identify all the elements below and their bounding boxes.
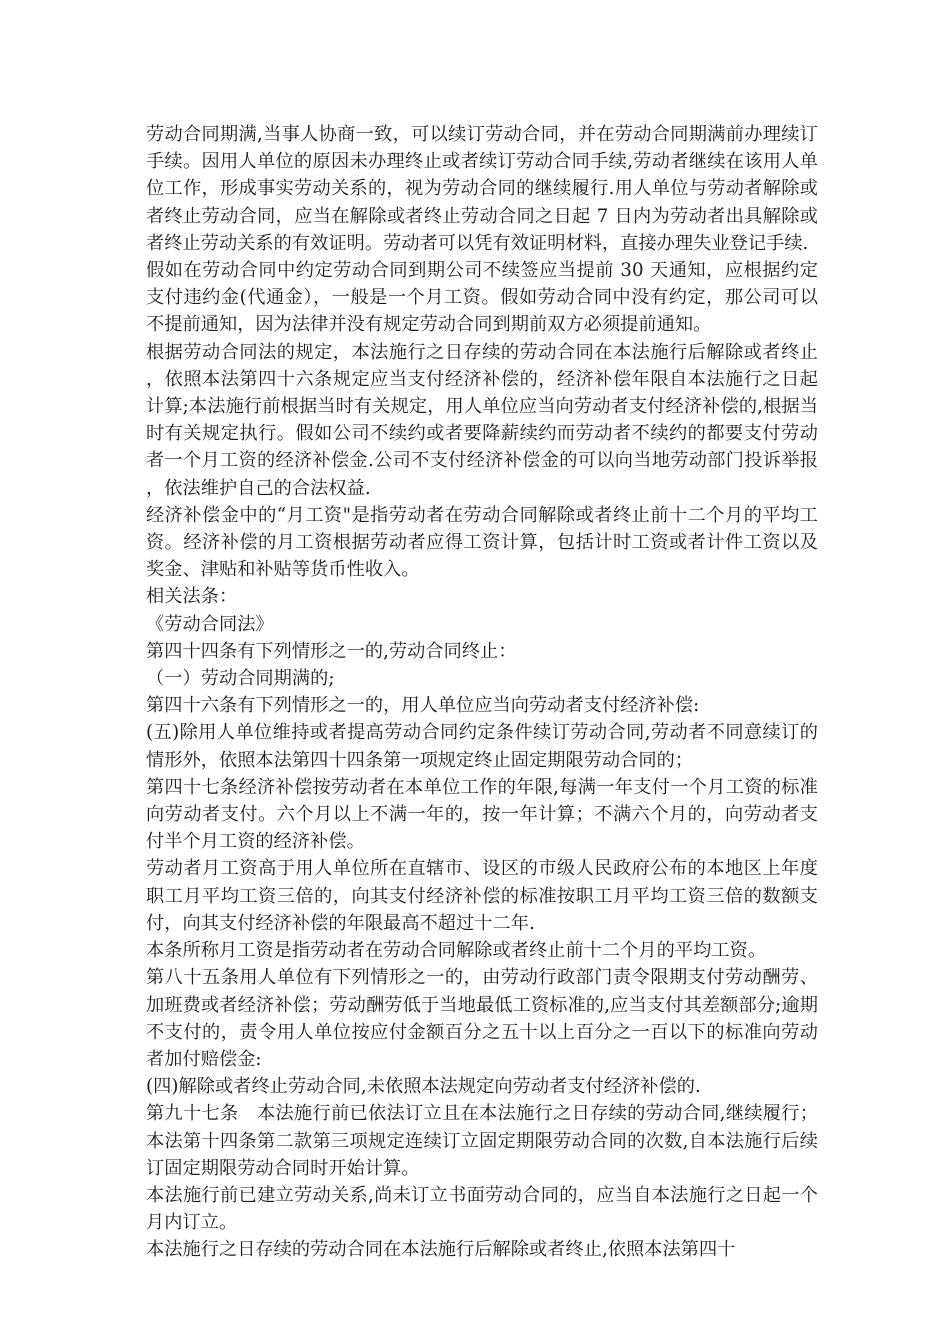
paragraph-article-85: 第八十五条用人单位有下列情形之一的，由劳动行政部门责令限期支付劳动酬劳、加班费或者经济补偿；劳动酬劳低于当地最低工资标准的,应当支付其差额部分;逾期不支付的，责令用人单位按应付金额百分之五十以上百分之一百以下的标准向劳动者加付赔偿金: (146, 967, 818, 1070)
paragraph-monthly-wage-definition: 经济补偿金中的“月工资"是指劳动者在劳动合同解除或者终止前十二个月的平均工资。经济补偿的月工资根据劳动者应得工资计算，包括计时工资或者计件工资以及奖金、津贴和补贴等货币性收入。 (146, 504, 818, 581)
paragraph-article-46-item-5: (五)除用人单位维持或者提高劳动合同约定条件续订劳动合同,劳动者不同意续订的情形外，依照本法第四十四条第一项规定终止固定期限劳动合同的； (146, 722, 818, 771)
paragraph-article-47-cap: 劳动者月工资高于用人单位所在直辖市、设区的市级人民政府公布的本地区上年度职工月平均工资三倍的，向其支付经济补偿的标准按职工月平均工资三倍的数额支付，向其支付经济补偿的年限最高不超过十二年. (146, 858, 818, 934)
paragraph-article-46: 第四十六条有下列情形之一的，用人单位应当向劳动者支付经济补偿: (146, 695, 700, 717)
paragraph-renewal-procedure: 劳动合同期满,当事人协商一致，可以续订劳动合同，并在劳动合同期满前办理续订手续。因用人单位的原因未办理终止或者续订劳动合同手续,劳动者继续在该用人单位工作，形成事实劳动关系的，视为劳动合同的继续履行.用人单位与劳动者解除或者终止劳动合同，应当在解除或者终止劳动合同之日起 7 日内为劳动者出具解除或者终止劳动关系的有效证明。劳动者可以凭有效证明材料，直接办理失业登记手续. (146, 124, 818, 254)
paragraph-article-44-item-1: （一）劳动合同期满的; (146, 668, 335, 690)
paragraph-article-85-item-4: (四)解除或者终止劳动合同,未依照本法规定向劳动者支付经济补偿的. (146, 1076, 701, 1098)
paragraph-related-laws-heading: 相关法条： (146, 586, 238, 608)
paragraph-advance-notice: 假如在劳动合同中约定劳动合同到期公司不续签应当提前 30 天通知，应根据约定支付违约金(代通金），一般是一个月工资。假如劳动合同中没有约定，那公司可以不提前通知，因为法律并没有规定劳动合同到期前双方必须提前通知。 (146, 260, 818, 336)
paragraph-compensation-rules: 根据劳动合同法的规定，本法施行之日存续的劳动合同在本法施行后解除或者终止，依照本法第四十六条规定应当支付经济补偿的，经济补偿年限自本法施行之日起计算;本法施行前根据当时有关规定，用人单位应当向劳动者支付经济补偿的,根据当时有关规定执行。假如公司不续约或者要降薪续约而劳动者不续约的都要支付劳动者一个月工资的经济补偿金.公司不支付经济补偿金的可以向当地劳动部门投诉举报，依法维护自己的合法权益. (146, 341, 818, 499)
paragraph-article-47-monthly-wage: 本条所称月工资是指劳动者在劳动合同解除或者终止前十二个月的平均工资。 (146, 940, 767, 962)
paragraph-article-44: 第四十四条有下列情形之一的,劳动合同终止： (146, 640, 517, 662)
paragraph-article-47: 第四十七条经济补偿按劳动者在本单位工作的年限,每满一年支付一个月工资的标准向劳动者支付。六个月以上不满一年的，按一年计算；不满六个月的，向劳动者支付半个月工资的经济补偿。 (146, 776, 818, 853)
document-body (146, 121, 818, 1264)
paragraph-article-97-termination: 本法施行之日存续的劳动合同在本法施行后解除或者终止,依照本法第四十 (146, 1239, 736, 1261)
paragraph-article-97-written-contract: 本法施行前已建立劳动关系,尚未订立书面劳动合同的，应当自本法施行之日起一个月内订立。 (146, 1184, 818, 1234)
paragraph-article-97: 第九十七条 本法施行前已依法订立且在本法施行之日存续的劳动合同,继续履行；本法第十四条第二款第三项规定连续订立固定期限劳动合同的次数,自本法施行后续订固定期限劳动合同时开始计算。 (146, 1103, 818, 1179)
paragraph-law-title: 《劳动合同法》 (146, 613, 274, 635)
